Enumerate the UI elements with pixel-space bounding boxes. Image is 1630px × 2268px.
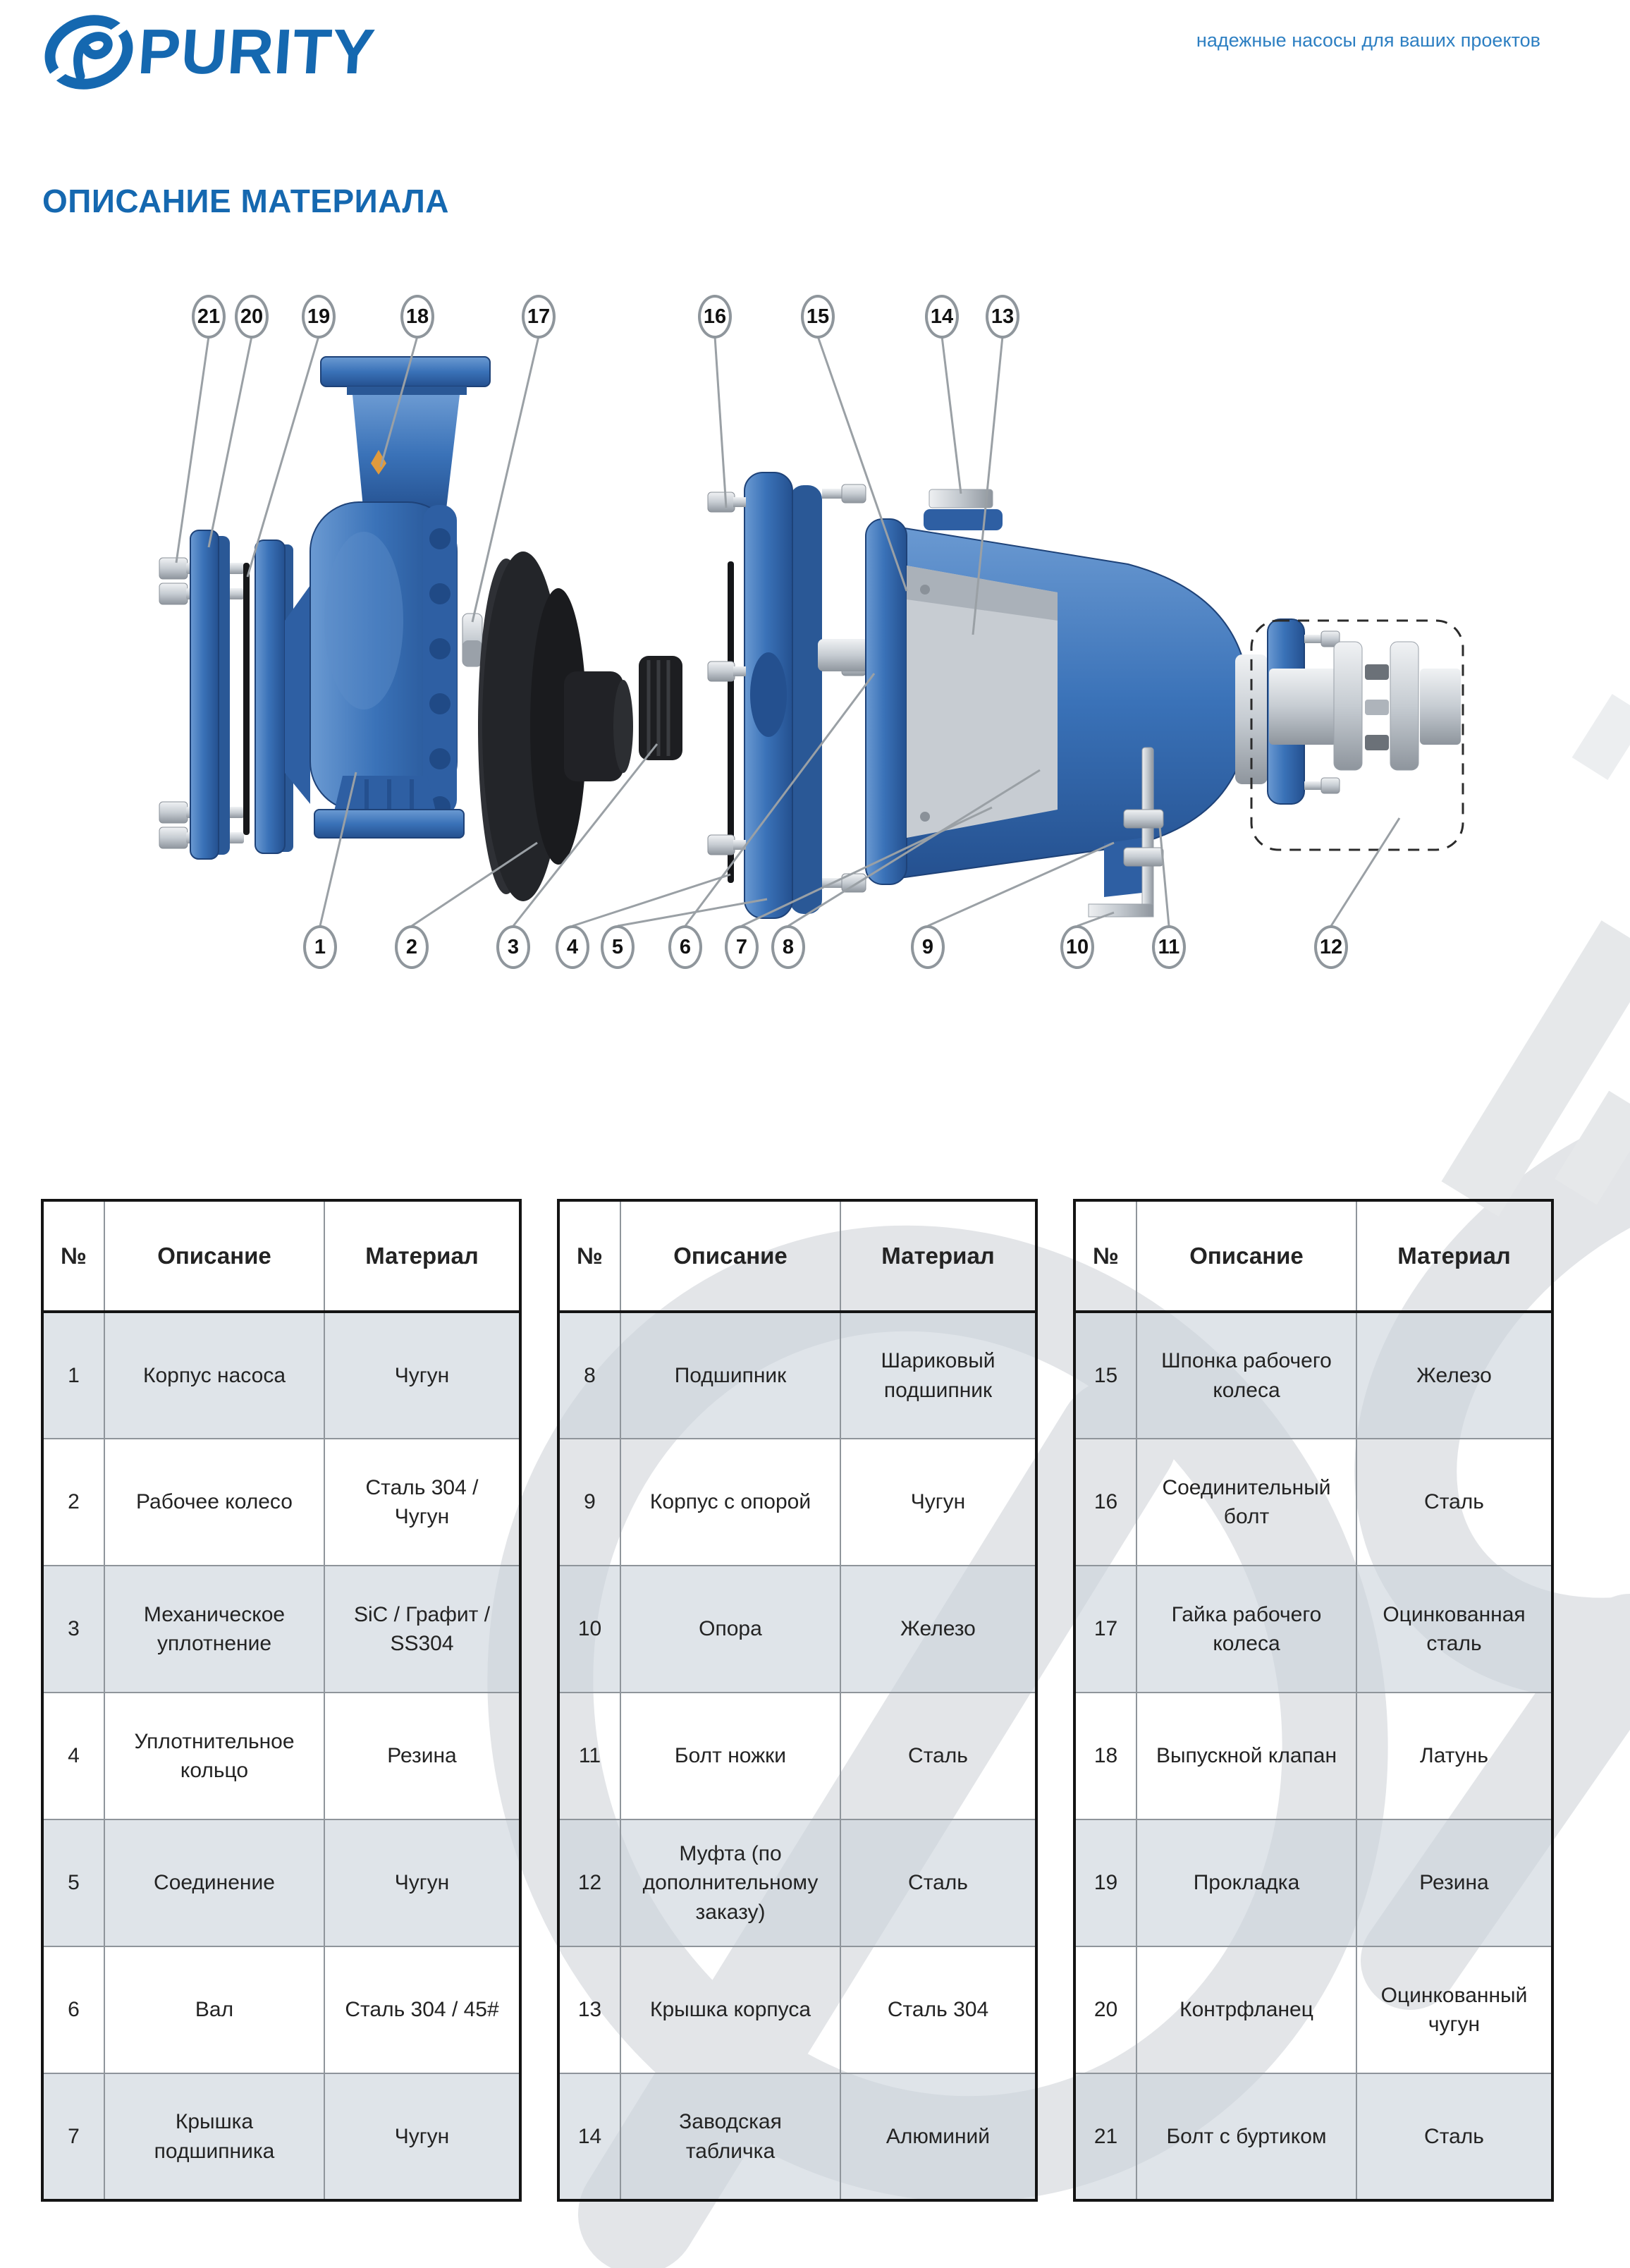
- pump-casing: [285, 357, 490, 838]
- callout-3: 3: [496, 925, 530, 969]
- table-row: [42, 1946, 520, 2073]
- cell-desc: Крышка подшипника: [104, 2073, 324, 2200]
- cell-mat: Алюминий: [840, 2073, 1036, 2200]
- callout-6: 6: [668, 925, 702, 969]
- table-row: [42, 1312, 520, 1439]
- cell-no: 14: [558, 2073, 620, 2200]
- cell-desc: Корпус насоса: [104, 1312, 324, 1439]
- callout-8: 8: [771, 925, 805, 969]
- cell-desc: Болт ножки: [620, 1693, 840, 1819]
- table-row: [42, 1566, 520, 1693]
- table-row: [558, 1439, 1036, 1566]
- callout-18: 18: [400, 295, 434, 339]
- materials-table-3: [1073, 1199, 1554, 2202]
- table-row: [1074, 1946, 1552, 2073]
- table-row: [558, 1819, 1036, 1946]
- table-row: [1074, 1693, 1552, 1819]
- table-header-row: [1074, 1200, 1552, 1312]
- cell-no: 18: [1074, 1693, 1136, 1819]
- mechanical-seal: [639, 656, 682, 760]
- col-header-mat: Материал: [840, 1200, 1036, 1312]
- cell-no: 7: [42, 2073, 104, 2200]
- cell-no: 16: [1074, 1439, 1136, 1566]
- table-row: [558, 1946, 1036, 2073]
- cell-mat: Сталь: [1356, 2073, 1552, 2200]
- cell-mat: Чугун: [324, 1819, 520, 1946]
- callout-17: 17: [522, 295, 556, 339]
- housing-foot-stub: [1104, 838, 1142, 897]
- cell-mat: Шариковый подшипник: [840, 1312, 1036, 1439]
- pump-exploded-view: [159, 357, 1463, 918]
- cell-mat: Резина: [1356, 1819, 1552, 1946]
- cell-desc: Механическое уплотнение: [104, 1566, 324, 1693]
- cell-desc: Опора: [620, 1566, 840, 1693]
- bearing-housing: [866, 489, 1340, 897]
- cell-mat: Оцинкованный чугун: [1356, 1946, 1552, 2073]
- cell-desc: Прокладка: [1136, 1819, 1356, 1946]
- cell-no: 11: [558, 1693, 620, 1819]
- cell-no: 9: [558, 1439, 620, 1566]
- table-row: [558, 2073, 1036, 2200]
- cell-no: 2: [42, 1439, 104, 1566]
- cell-no: 13: [558, 1946, 620, 2073]
- table-row: [558, 1566, 1036, 1693]
- cell-desc: Соединительный болт: [1136, 1439, 1356, 1566]
- cell-desc: Уплотнительное кольцо: [104, 1693, 324, 1819]
- cell-desc: Рабочее колесо: [104, 1439, 324, 1566]
- cell-no: 12: [558, 1819, 620, 1946]
- table-row: [1074, 1439, 1552, 1566]
- callout-11: 11: [1152, 925, 1186, 969]
- cell-mat: Оцинкованная сталь: [1356, 1566, 1552, 1693]
- table-header-row: [558, 1200, 1036, 1312]
- cell-mat: SiC / Графит / SS304: [324, 1566, 520, 1693]
- tagline: надежные насосы для ваших проектов: [1196, 30, 1540, 51]
- cell-no: 21: [1074, 2073, 1136, 2200]
- cell-mat: Латунь: [1356, 1693, 1552, 1819]
- table-row: [1074, 2073, 1552, 2200]
- table-row: [1074, 1566, 1552, 1693]
- cell-desc: Контрфланец: [1136, 1946, 1356, 2073]
- page-title: ОПИСАНИЕ МАТЕРИАЛА: [42, 183, 449, 219]
- cell-desc: Крышка корпуса: [620, 1946, 840, 2073]
- table-row: [42, 2073, 520, 2200]
- col-header-mat: Материал: [1356, 1200, 1552, 1312]
- col-header-no: №: [558, 1200, 620, 1312]
- cell-mat: Железо: [1356, 1312, 1552, 1439]
- col-header-desc: Описание: [1136, 1200, 1356, 1312]
- cell-mat: Сталь 304 / 45#: [324, 1946, 520, 2073]
- cell-no: 6: [42, 1946, 104, 2073]
- cell-no: 20: [1074, 1946, 1136, 2073]
- cell-desc: Корпус с опорой: [620, 1439, 840, 1566]
- callout-21: 21: [192, 295, 226, 339]
- cell-mat: Сталь 304: [840, 1946, 1036, 2073]
- cell-desc: Шпонка рабочего колеса: [1136, 1312, 1356, 1439]
- callout-13: 13: [986, 295, 1019, 339]
- callout-2: 2: [395, 925, 429, 969]
- callout-10: 10: [1060, 925, 1094, 969]
- brand-wordmark: PURITY: [135, 17, 378, 87]
- table-header-row: [42, 1200, 520, 1312]
- callout-4: 4: [556, 925, 589, 969]
- cell-no: 8: [558, 1312, 620, 1439]
- col-header-no: №: [1074, 1200, 1136, 1312]
- cell-desc: Муфта (по дополнительному заказу): [620, 1819, 840, 1946]
- cell-desc: Болт с буртиком: [1136, 2073, 1356, 2200]
- callout-16: 16: [698, 295, 732, 339]
- cell-mat: Сталь: [840, 1693, 1036, 1819]
- cell-no: 1: [42, 1312, 104, 1439]
- col-header-no: №: [42, 1200, 104, 1312]
- cell-mat: Чугун: [324, 2073, 520, 2200]
- cell-no: 4: [42, 1693, 104, 1819]
- cell-no: 19: [1074, 1819, 1136, 1946]
- callout-15: 15: [801, 295, 835, 339]
- col-header-desc: Описание: [620, 1200, 840, 1312]
- callout-9: 9: [911, 925, 945, 969]
- cell-mat: Чугун: [840, 1439, 1036, 1566]
- cell-desc: Соединение: [104, 1819, 324, 1946]
- callout-1: 1: [303, 925, 337, 969]
- cell-desc: Подшипник: [620, 1312, 840, 1439]
- table-row: [1074, 1312, 1552, 1439]
- table-row: [558, 1693, 1036, 1819]
- cell-mat: Железо: [840, 1566, 1036, 1693]
- cell-no: 5: [42, 1819, 104, 1946]
- cell-mat: Сталь: [1356, 1439, 1552, 1566]
- cell-no: 3: [42, 1566, 104, 1693]
- cell-desc: Заводская табличка: [620, 2073, 840, 2200]
- cell-no: 10: [558, 1566, 620, 1693]
- impeller: [478, 551, 633, 901]
- counter-flange: [190, 530, 230, 859]
- col-header-desc: Описание: [104, 1200, 324, 1312]
- callout-14: 14: [925, 295, 959, 339]
- callout-5: 5: [601, 925, 635, 969]
- materials-table-1: [41, 1199, 522, 2202]
- table-row: [1074, 1819, 1552, 1946]
- callout-12: 12: [1314, 925, 1348, 969]
- table-row: [558, 1312, 1036, 1439]
- callout-19: 19: [302, 295, 336, 339]
- cell-mat: Сталь: [840, 1819, 1036, 1946]
- cell-mat: Сталь 304 / Чугун: [324, 1439, 520, 1566]
- materials-table-2: [557, 1199, 1038, 2202]
- cell-no: 17: [1074, 1566, 1136, 1693]
- table-row: [42, 1439, 520, 1566]
- cell-desc: Гайка рабочего колеса: [1136, 1566, 1356, 1693]
- cell-mat: Чугун: [324, 1312, 520, 1439]
- col-header-mat: Материал: [324, 1200, 520, 1312]
- cell-desc: Выпускной клапан: [1136, 1693, 1356, 1819]
- table-row: [42, 1693, 520, 1819]
- cell-desc: Вал: [104, 1946, 324, 2073]
- cell-no: 15: [1074, 1312, 1136, 1439]
- callout-7: 7: [725, 925, 759, 969]
- purity-logo-mark-icon: [39, 13, 138, 92]
- gasket-ring: [243, 563, 250, 835]
- purity-logo: [39, 13, 378, 92]
- callout-20: 20: [235, 295, 269, 339]
- table-row: [42, 1819, 520, 1946]
- cell-mat: Резина: [324, 1693, 520, 1819]
